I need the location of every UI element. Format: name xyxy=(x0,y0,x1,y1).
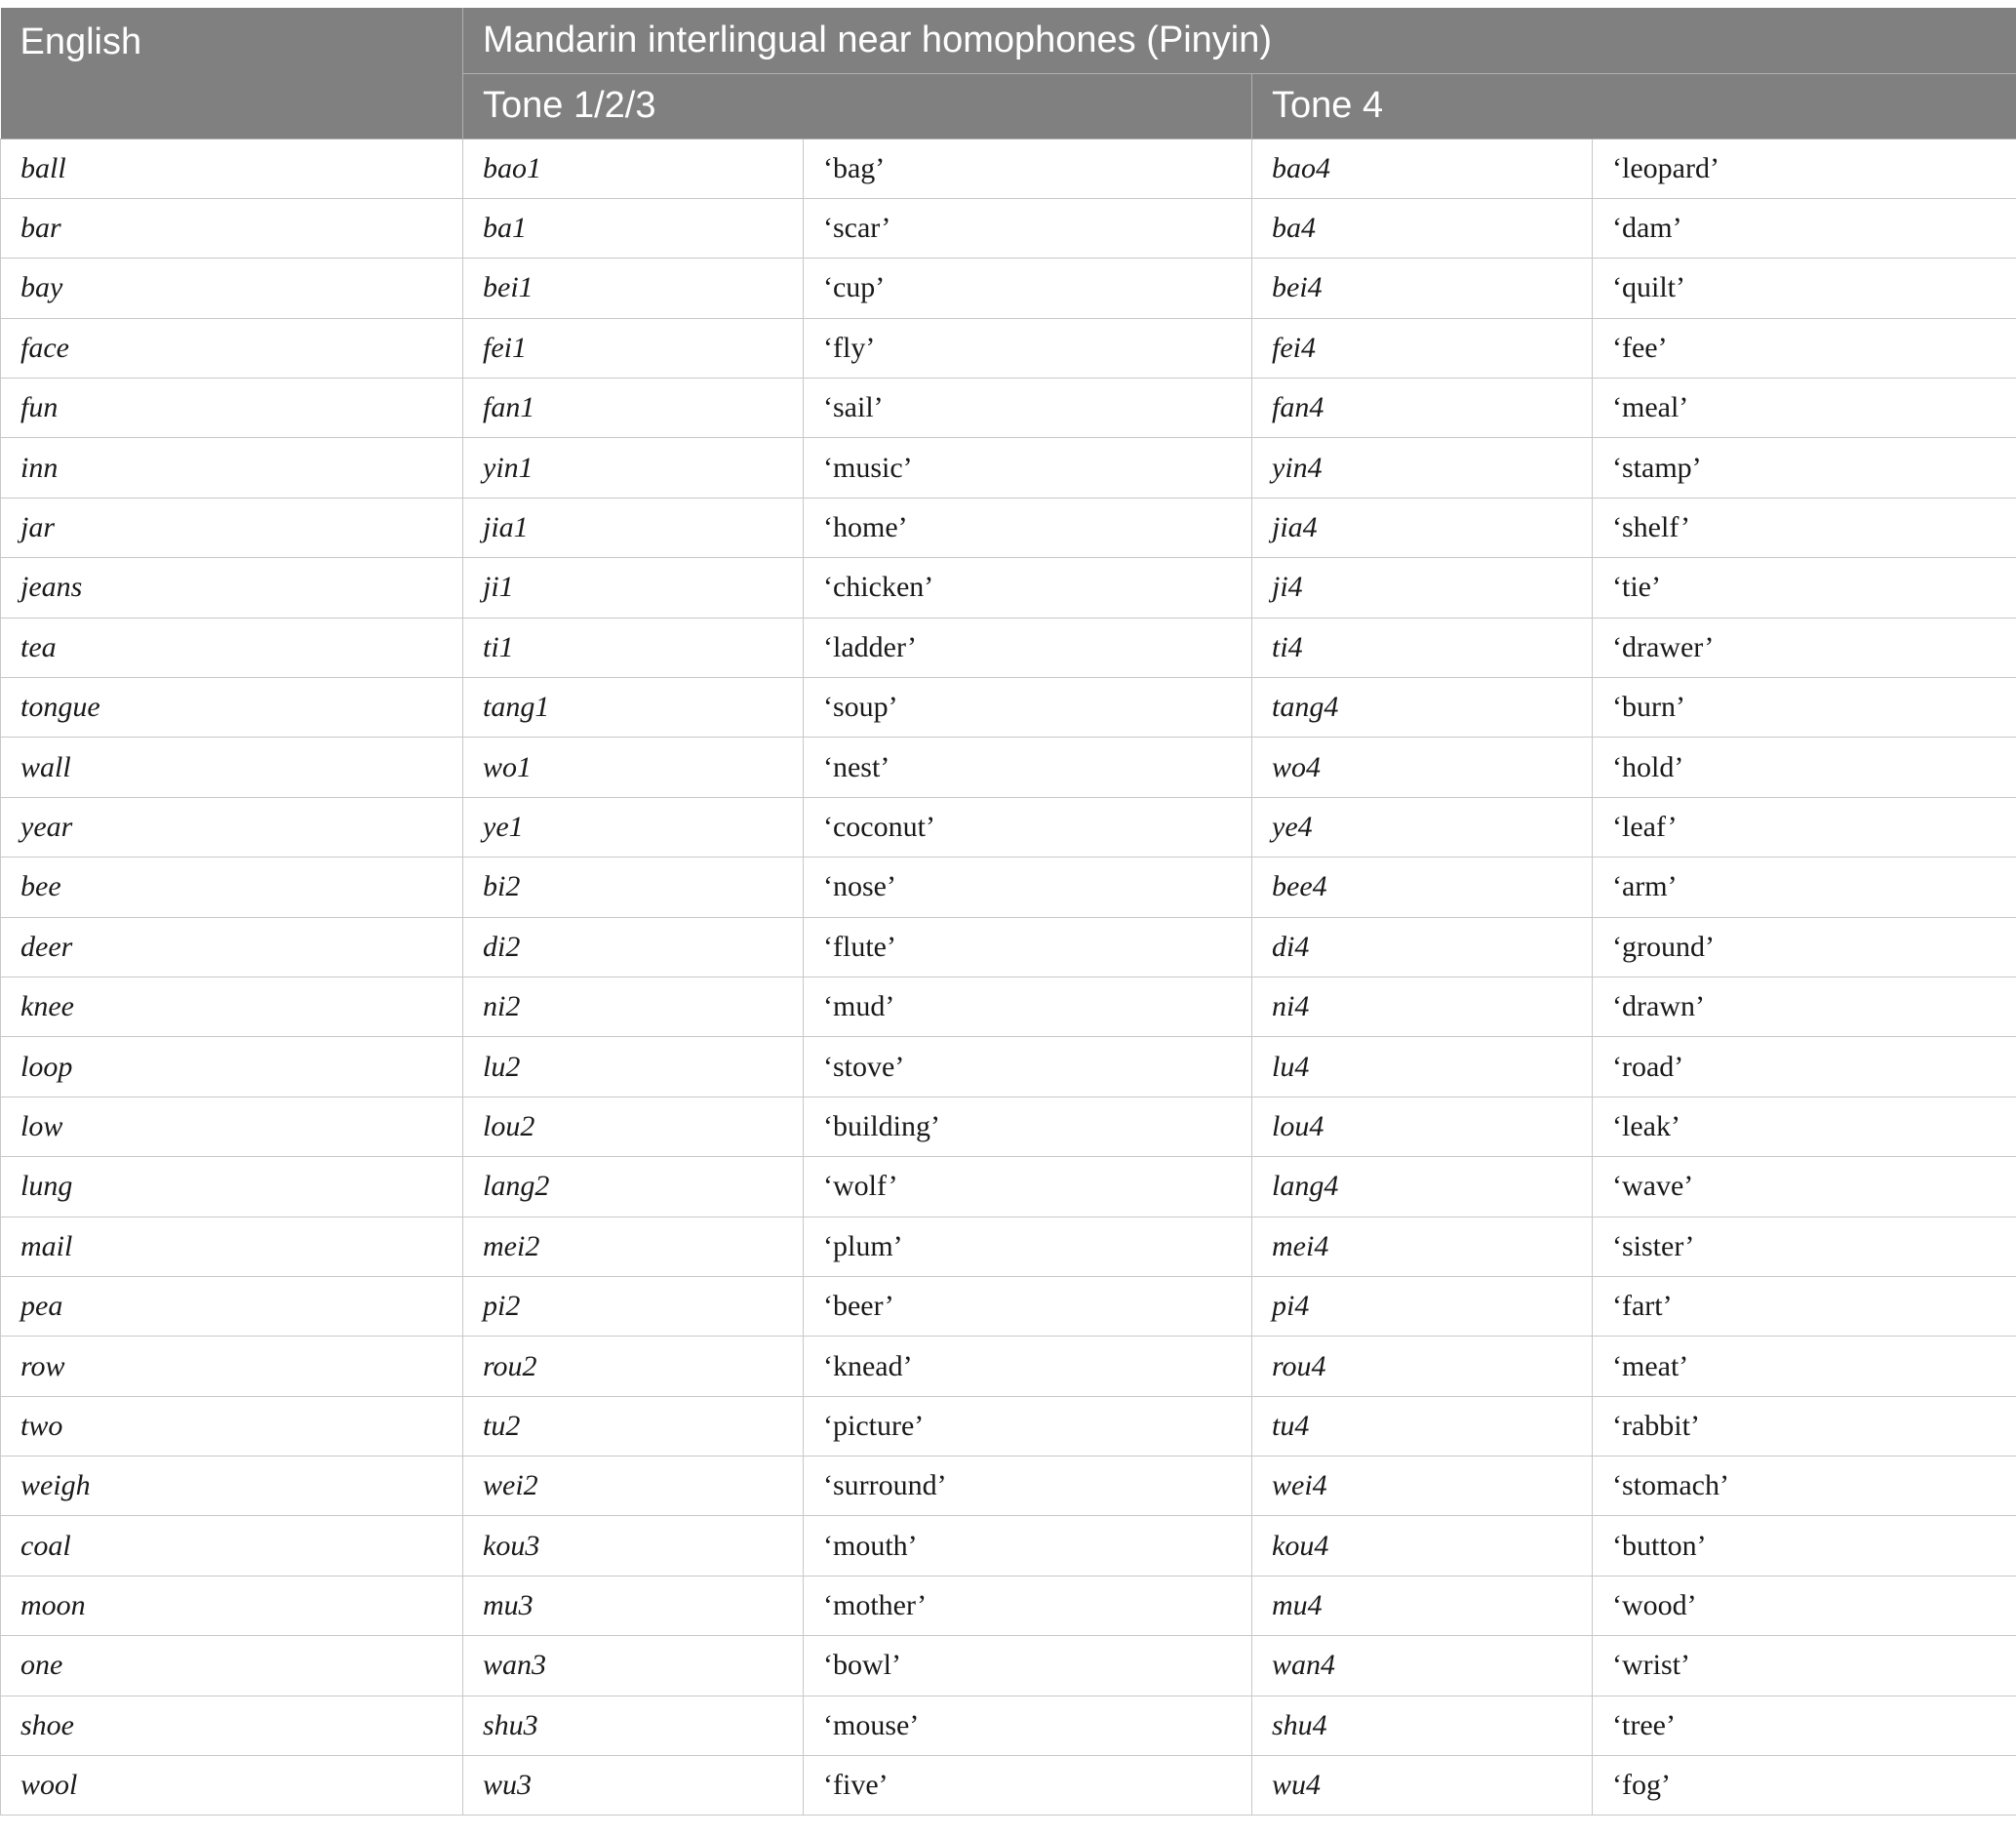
cell-tone123-pinyin: mei2 xyxy=(463,1217,804,1276)
cell-tone123-gloss: ‘mouse’ xyxy=(804,1696,1252,1755)
cell-tone4-gloss: ‘burn’ xyxy=(1593,678,2016,738)
cell-tone123-pinyin: ba1 xyxy=(463,198,804,258)
cell-tone123-gloss: ‘ladder’ xyxy=(804,618,1252,677)
cell-tone4-pinyin: wei4 xyxy=(1252,1457,1593,1516)
table-row xyxy=(1,1576,2016,1635)
table-row xyxy=(1,1636,2016,1696)
cell-tone4-gloss: ‘wood’ xyxy=(1593,1576,2016,1635)
cell-english: fun xyxy=(1,379,463,438)
cell-tone4-gloss: ‘wrist’ xyxy=(1593,1636,2016,1696)
table-row xyxy=(1,1516,2016,1576)
table-header xyxy=(1,8,2016,139)
cell-tone123-pinyin: ji1 xyxy=(463,558,804,618)
cell-english: pea xyxy=(1,1276,463,1336)
cell-tone123-gloss: ‘mother’ xyxy=(804,1576,1252,1635)
cell-tone123-gloss: ‘beer’ xyxy=(804,1276,1252,1336)
cell-english: loop xyxy=(1,1037,463,1097)
cell-tone123-gloss: ‘mud’ xyxy=(804,977,1252,1036)
cell-tone4-gloss: ‘fart’ xyxy=(1593,1276,2016,1336)
cell-tone123-gloss: ‘five’ xyxy=(804,1756,1252,1816)
cell-tone4-pinyin: kou4 xyxy=(1252,1516,1593,1576)
cell-tone4-gloss: ‘wave’ xyxy=(1593,1157,2016,1217)
cell-tone123-gloss: ‘sail’ xyxy=(804,379,1252,438)
table-row xyxy=(1,438,2016,498)
cell-tone123-pinyin: ti1 xyxy=(463,618,804,677)
cell-tone4-gloss: ‘leopard’ xyxy=(1593,139,2016,198)
table-row xyxy=(1,139,2016,198)
header-tone-4: Tone 4 xyxy=(1252,73,2016,139)
cell-english: ball xyxy=(1,139,463,198)
cell-tone123-pinyin: di2 xyxy=(463,917,804,977)
cell-tone123-pinyin: fei1 xyxy=(463,318,804,378)
cell-english: bay xyxy=(1,259,463,318)
cell-tone4-pinyin: ni4 xyxy=(1252,977,1593,1036)
cell-tone4-pinyin: tu4 xyxy=(1252,1396,1593,1456)
cell-tone4-gloss: ‘dam’ xyxy=(1593,198,2016,258)
cell-tone4-pinyin: wu4 xyxy=(1252,1756,1593,1816)
header-row-top xyxy=(1,8,2016,73)
cell-tone4-pinyin: fan4 xyxy=(1252,379,1593,438)
table-row xyxy=(1,858,2016,917)
cell-tone4-pinyin: jia4 xyxy=(1252,498,1593,557)
cell-tone4-gloss: ‘fog’ xyxy=(1593,1756,2016,1816)
cell-tone4-gloss: ‘leaf’ xyxy=(1593,797,2016,857)
cell-english: tea xyxy=(1,618,463,677)
cell-tone4-pinyin: fei4 xyxy=(1252,318,1593,378)
cell-english: wool xyxy=(1,1756,463,1816)
cell-tone4-gloss: ‘road’ xyxy=(1593,1037,2016,1097)
cell-english: moon xyxy=(1,1576,463,1635)
cell-tone123-gloss: ‘cup’ xyxy=(804,259,1252,318)
cell-tone123-pinyin: ni2 xyxy=(463,977,804,1036)
cell-tone4-gloss: ‘drawer’ xyxy=(1593,618,2016,677)
cell-tone123-gloss: ‘scar’ xyxy=(804,198,1252,258)
cell-tone4-gloss: ‘rabbit’ xyxy=(1593,1396,2016,1456)
table-row xyxy=(1,1396,2016,1456)
cell-english: deer xyxy=(1,917,463,977)
header-english: English xyxy=(1,8,463,139)
cell-tone4-gloss: ‘meat’ xyxy=(1593,1337,2016,1396)
table-row xyxy=(1,1037,2016,1097)
table-row xyxy=(1,1157,2016,1217)
cell-tone123-gloss: ‘knead’ xyxy=(804,1337,1252,1396)
cell-tone4-gloss: ‘fee’ xyxy=(1593,318,2016,378)
cell-tone4-pinyin: lou4 xyxy=(1252,1097,1593,1156)
cell-tone123-gloss: ‘flute’ xyxy=(804,917,1252,977)
cell-tone123-gloss: ‘picture’ xyxy=(804,1396,1252,1456)
cell-tone4-gloss: ‘stamp’ xyxy=(1593,438,2016,498)
cell-tone4-gloss: ‘hold’ xyxy=(1593,738,2016,797)
cell-english: weigh xyxy=(1,1457,463,1516)
cell-english: wall xyxy=(1,738,463,797)
table-row xyxy=(1,1756,2016,1816)
cell-tone4-pinyin: ye4 xyxy=(1252,797,1593,857)
cell-tone123-gloss: ‘stove’ xyxy=(804,1037,1252,1097)
table-row xyxy=(1,259,2016,318)
cell-tone4-pinyin: wan4 xyxy=(1252,1636,1593,1696)
cell-tone123-gloss: ‘home’ xyxy=(804,498,1252,557)
cell-english: knee xyxy=(1,977,463,1036)
cell-tone4-pinyin: rou4 xyxy=(1252,1337,1593,1396)
table-row xyxy=(1,1217,2016,1276)
cell-english: tongue xyxy=(1,678,463,738)
cell-tone123-pinyin: wo1 xyxy=(463,738,804,797)
header-tone-1-2-3: Tone 1/2/3 xyxy=(463,73,1252,139)
cell-tone123-pinyin: tang1 xyxy=(463,678,804,738)
cell-english: bar xyxy=(1,198,463,258)
cell-tone4-pinyin: bei4 xyxy=(1252,259,1593,318)
cell-tone123-pinyin: wan3 xyxy=(463,1636,804,1696)
cell-english: jeans xyxy=(1,558,463,618)
cell-tone4-pinyin: bao4 xyxy=(1252,139,1593,198)
cell-english: year xyxy=(1,797,463,857)
table-row xyxy=(1,1337,2016,1396)
cell-tone123-pinyin: lou2 xyxy=(463,1097,804,1156)
cell-tone4-pinyin: mei4 xyxy=(1252,1217,1593,1276)
cell-tone123-pinyin: lang2 xyxy=(463,1157,804,1217)
cell-tone123-gloss: ‘mouth’ xyxy=(804,1516,1252,1576)
cell-english: jar xyxy=(1,498,463,557)
cell-tone123-gloss: ‘bowl’ xyxy=(804,1636,1252,1696)
cell-english: lung xyxy=(1,1157,463,1217)
cell-english: two xyxy=(1,1396,463,1456)
table-row xyxy=(1,678,2016,738)
cell-tone4-gloss: ‘quilt’ xyxy=(1593,259,2016,318)
cell-tone4-pinyin: bee4 xyxy=(1252,858,1593,917)
cell-tone123-pinyin: ye1 xyxy=(463,797,804,857)
cell-english: row xyxy=(1,1337,463,1396)
table-row xyxy=(1,1276,2016,1336)
cell-tone123-gloss: ‘soup’ xyxy=(804,678,1252,738)
table-row xyxy=(1,498,2016,557)
cell-tone4-gloss: ‘arm’ xyxy=(1593,858,2016,917)
table-row xyxy=(1,1696,2016,1755)
cell-tone4-pinyin: ti4 xyxy=(1252,618,1593,677)
cell-tone4-gloss: ‘button’ xyxy=(1593,1516,2016,1576)
homophones-table xyxy=(0,8,2016,1816)
cell-english: one xyxy=(1,1636,463,1696)
table-row xyxy=(1,318,2016,378)
table-row xyxy=(1,1097,2016,1156)
table-row xyxy=(1,558,2016,618)
table-row xyxy=(1,379,2016,438)
cell-tone4-gloss: ‘tree’ xyxy=(1593,1696,2016,1755)
cell-tone4-gloss: ‘drawn’ xyxy=(1593,977,2016,1036)
cell-tone123-gloss: ‘nose’ xyxy=(804,858,1252,917)
cell-tone4-pinyin: wo4 xyxy=(1252,738,1593,797)
cell-english: low xyxy=(1,1097,463,1156)
cell-tone4-pinyin: lang4 xyxy=(1252,1157,1593,1217)
cell-tone123-pinyin: pi2 xyxy=(463,1276,804,1336)
table-row xyxy=(1,618,2016,677)
cell-tone123-gloss: ‘plum’ xyxy=(804,1217,1252,1276)
cell-tone4-gloss: ‘tie’ xyxy=(1593,558,2016,618)
cell-tone123-pinyin: bei1 xyxy=(463,259,804,318)
cell-tone4-pinyin: pi4 xyxy=(1252,1276,1593,1336)
cell-tone4-gloss: ‘shelf’ xyxy=(1593,498,2016,557)
cell-english: shoe xyxy=(1,1696,463,1755)
table-row xyxy=(1,917,2016,977)
cell-tone123-pinyin: lu2 xyxy=(463,1037,804,1097)
cell-tone4-gloss: ‘meal’ xyxy=(1593,379,2016,438)
header-mandarin: Mandarin interlingual near homophones (Pinyin) xyxy=(463,8,2016,73)
cell-tone4-pinyin: ba4 xyxy=(1252,198,1593,258)
cell-tone123-pinyin: bi2 xyxy=(463,858,804,917)
table-row xyxy=(1,198,2016,258)
cell-english: face xyxy=(1,318,463,378)
cell-english: inn xyxy=(1,438,463,498)
cell-tone123-pinyin: mu3 xyxy=(463,1576,804,1635)
cell-tone123-pinyin: tu2 xyxy=(463,1396,804,1456)
cell-tone4-gloss: ‘ground’ xyxy=(1593,917,2016,977)
cell-tone123-gloss: ‘nest’ xyxy=(804,738,1252,797)
cell-tone123-gloss: ‘chicken’ xyxy=(804,558,1252,618)
cell-tone123-gloss: ‘music’ xyxy=(804,438,1252,498)
cell-tone4-pinyin: yin4 xyxy=(1252,438,1593,498)
cell-tone123-gloss: ‘fly’ xyxy=(804,318,1252,378)
table-row xyxy=(1,797,2016,857)
cell-tone123-gloss: ‘bag’ xyxy=(804,139,1252,198)
cell-tone123-pinyin: yin1 xyxy=(463,438,804,498)
cell-tone123-gloss: ‘building’ xyxy=(804,1097,1252,1156)
cell-tone4-pinyin: shu4 xyxy=(1252,1696,1593,1755)
cell-tone123-pinyin: wu3 xyxy=(463,1756,804,1816)
cell-tone123-pinyin: bao1 xyxy=(463,139,804,198)
cell-tone4-gloss: ‘sister’ xyxy=(1593,1217,2016,1276)
cell-english: mail xyxy=(1,1217,463,1276)
cell-tone123-pinyin: rou2 xyxy=(463,1337,804,1396)
cell-tone4-pinyin: mu4 xyxy=(1252,1576,1593,1635)
cell-tone123-pinyin: shu3 xyxy=(463,1696,804,1755)
table-row xyxy=(1,1457,2016,1516)
cell-tone123-pinyin: wei2 xyxy=(463,1457,804,1516)
cell-tone4-pinyin: ji4 xyxy=(1252,558,1593,618)
cell-english: bee xyxy=(1,858,463,917)
cell-tone4-pinyin: lu4 xyxy=(1252,1037,1593,1097)
cell-tone123-gloss: ‘coconut’ xyxy=(804,797,1252,857)
table-row xyxy=(1,738,2016,797)
cell-english: coal xyxy=(1,1516,463,1576)
table-row xyxy=(1,977,2016,1036)
cell-tone123-gloss: ‘wolf’ xyxy=(804,1157,1252,1217)
cell-tone4-pinyin: di4 xyxy=(1252,917,1593,977)
cell-tone123-pinyin: jia1 xyxy=(463,498,804,557)
cell-tone123-gloss: ‘surround’ xyxy=(804,1457,1252,1516)
cell-tone4-gloss: ‘stomach’ xyxy=(1593,1457,2016,1516)
cell-tone123-pinyin: kou3 xyxy=(463,1516,804,1576)
cell-tone123-pinyin: fan1 xyxy=(463,379,804,438)
table-body xyxy=(1,139,2016,1816)
cell-tone4-pinyin: tang4 xyxy=(1252,678,1593,738)
cell-tone4-gloss: ‘leak’ xyxy=(1593,1097,2016,1156)
